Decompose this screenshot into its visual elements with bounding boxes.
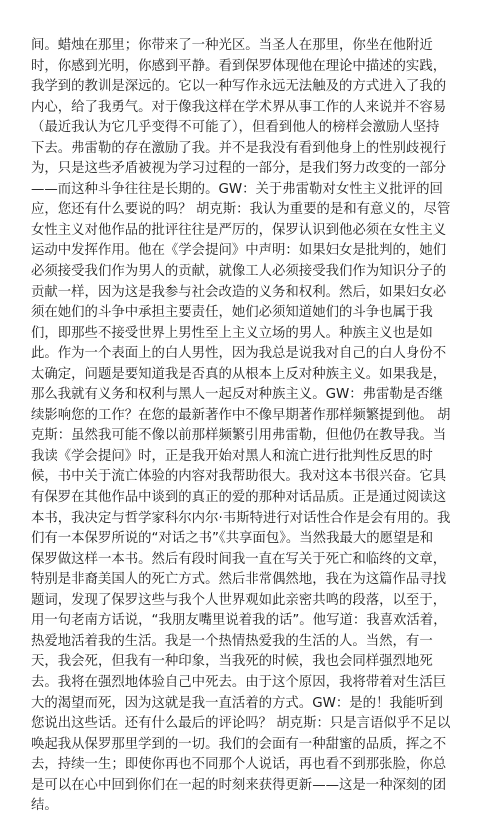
text-line: 本书，我决定与哲学家科尔内尔·韦斯特进行对话性合作是会有用的。我 <box>31 510 451 526</box>
text-line: 下去。弗雷勒的存在激励了我。并不是我没有看到他身上的性别歧视行 <box>31 140 447 156</box>
text-line: 须在她们的斗争中承担主要责任，她们必须知道她们的斗争也属于我 <box>31 305 433 321</box>
text-line: 为，只是这些矛盾被视为学习过程的一部分，是我们努力改变的一部分 <box>31 161 447 177</box>
text-line: 内心，给了我勇气。对于像我这样在学术界从事工作的人来说并不容易 <box>31 99 447 115</box>
text-line: 那么我就有义务和权利与黑人一起反对种族主义。GW：弗雷勒是否继 <box>31 387 443 403</box>
text-line: 保罗做这样一本书。然后有段时间我一直在写关于死亡和临终的文章， <box>31 551 447 567</box>
text-line: 候，书中关于流亡体验的内容对我帮助很大。我对这本书很兴奋。它具 <box>31 469 447 485</box>
document-page <box>31 36 475 817</box>
text-line: 们，即那些不接受世界上男性至上主义立场的男人。种族主义也是如 <box>31 325 433 341</box>
text-line: 唤起我从保罗那里学到的一切。我们的会面有一种甜蜜的品质，挥之不 <box>31 736 447 752</box>
text-line: 我学到的教训是深远的。它以一种写作永远无法触及的方式进入了我的 <box>31 79 447 95</box>
text-line: 克斯：虽然我可能不像以前那样频繁引用弗雷勒，但他仍在教导我。当 <box>31 428 447 444</box>
text-line: 们有一本保罗所说的“对话之书”《共享面包》。当然我最大的愿望是和 <box>31 531 434 547</box>
text-line: 您说出这些话。还有什么最后的评论吗？ 胡克斯：只是言语似乎不足以 <box>31 716 451 732</box>
text-line: 天，我会死，但我有一种印象，当我死的时候，我也会同样强烈地死 <box>31 654 433 670</box>
text-line: 间。蜡烛在那里；你带来了一种光区。当圣人在那里，你坐在他附近 <box>31 38 433 53</box>
text-line: 题词，发现了保罗这些与我个人世界观如此亲密共鸣的段落，以至于， <box>31 592 447 608</box>
text-line: 用一句老南方话说，“我朋友嘴里说着我的话”。他写道：我喜欢活着， <box>31 613 447 629</box>
text-line: 热爱地活着我的生活。我是一个热情热爱我的生活的人。当然，有一 <box>31 633 433 649</box>
text-line: 此。作为一个表面上的白人男性，因为我总是说我对自己的白人身份不 <box>31 346 447 362</box>
text-line: （最近我认为它几乎变得不可能了），但看到他人的榜样会激励人坚持 <box>31 120 440 136</box>
text-line: 去。我将在强烈地体验自己中死去。由于这个原因，我将带着对生活巨 <box>31 674 447 690</box>
text-line: 运动中发挥作用。他在《学会提问》中声明：如果妇女是批判的，她们 <box>31 243 447 259</box>
text-line: 贡献一样，因为这是我参与社会改造的义务和权利。然后，如果妇女必 <box>31 284 447 300</box>
text-line: 我读《学会提问》时，正是我开始对黑人和流亡进行批判性反思的时 <box>31 448 433 464</box>
text-line: 有保罗在其他作品中谈到的真正的爱的那种对话品质。正是通过阅读这 <box>31 490 447 506</box>
text-line: 续影响您的工作？在您的最新著作中不像早期著作那样频繁提到他。 胡 <box>31 407 451 423</box>
text-line: 结。 <box>31 798 58 814</box>
text-line: 是可以在心中回到你们在一起的时刻来获得更新——这是一种深刻的团 <box>31 777 447 793</box>
text-line: 特别是非裔美国人的死亡方式。然后非常偶然地，我在为这篇作品寻找 <box>31 572 447 588</box>
text-line: 去，持续一生；即使你再也不同那个人说话，再也看不到那张脸，你总 <box>31 757 447 773</box>
text-line: ——而这种斗争往往是长期的。GW：关于弗雷勒对女性主义批评的回 <box>31 181 443 197</box>
text-line: 女性主义对他作品的批评往往是严厉的，保罗认识到他必须在女性主义 <box>31 222 447 238</box>
text-line: 时，你感到光明，你感到平静。看到保罗体现他在理论中描述的实践， <box>31 58 447 74</box>
text-line: 应，您还有什么要说的吗？ 胡克斯：我认为重要的是和有意义的，尽管 <box>31 202 451 218</box>
text-line: 大的渴望而死，因为这就是我一直活着的方式。GW：是的！我能听到 <box>31 695 443 711</box>
text-line: 必须接受我们作为男人的贡献，就像工人必须接受我们作为知识分子的 <box>31 264 447 280</box>
text-line: 太确定，问题是要知道我是否真的从根本上反对种族主义。如果我是， <box>31 366 447 382</box>
